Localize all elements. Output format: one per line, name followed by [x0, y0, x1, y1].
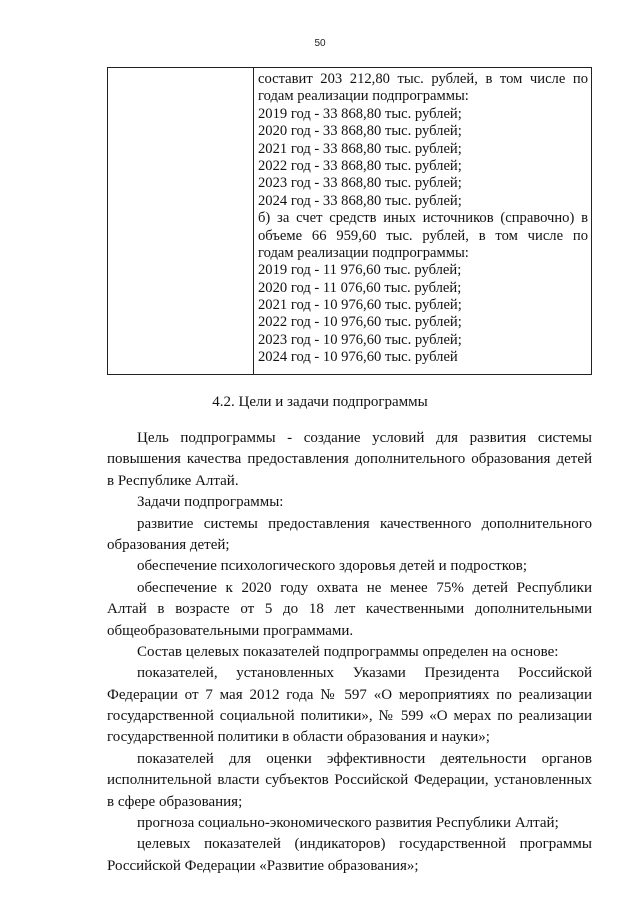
- paragraph-line: Федерации от 7 мая 2012 года № 597 «О мероприятиях по реализации: [107, 686, 592, 703]
- paragraph-line: в сфере образования;: [107, 793, 243, 810]
- funding-line: 2019 год - 11 976,60 тыс. рублей;: [258, 262, 462, 279]
- paragraph-line: показателей, установленных Указами Президента Российской: [137, 665, 592, 682]
- funding-line: 2023 год - 33 868,80 тыс. рублей;: [258, 175, 462, 192]
- funding-line: 2024 год - 10 976,60 тыс. рублей: [258, 349, 458, 366]
- paragraph-line: повышения качества предоставления дополнительного образования детей: [107, 451, 592, 468]
- funding-line: объеме 66 959,60 тыс. рублей, в том числе по: [258, 227, 588, 244]
- funding-line: 2020 год - 11 076,60 тыс. рублей;: [258, 279, 462, 296]
- section-heading: 4.2. Цели и задачи подпрограммы: [212, 394, 428, 410]
- funding-line: 2019 год - 33 868,80 тыс. рублей;: [258, 105, 462, 122]
- funding-line: составит 203 212,80 тыс. рублей, в том числе по: [258, 71, 588, 87]
- table-cell-funding: [254, 68, 592, 375]
- paragraph-line: показателей для оценки эффективности деятельности органов: [137, 750, 592, 767]
- paragraph-line: Цель подпрограммы - создание условий для развития системы: [137, 430, 592, 446]
- paragraph-line: обеспечение к 2020 году охвата не менее 75% детей Республики: [137, 579, 592, 596]
- paragraph-line: Алтай в возрасте от 5 до 18 лет качественными дополнительными: [107, 601, 592, 618]
- paragraph-line: Российской Федерации «Развитие образования»;: [107, 857, 419, 874]
- paragraph-line: целевых показателей (индикаторов) государственной программы: [137, 836, 592, 853]
- funding-line: 2021 год - 10 976,60 тыс. рублей;: [258, 297, 462, 314]
- paragraph-line: образования детей;: [107, 536, 230, 553]
- funding-line: годам реализации подпрограммы:: [258, 244, 469, 261]
- paragraph-line: общеобразовательными программами.: [107, 622, 354, 639]
- funding-line: 2024 год - 33 868,80 тыс. рублей;: [258, 192, 462, 209]
- paragraph-line: обеспечение психологического здоровья детей и подростков;: [137, 558, 527, 575]
- table-cell-label: [108, 68, 254, 375]
- funding-line: годам реализации подпрограммы:: [258, 88, 469, 105]
- funding-line: 2022 год - 33 868,80 тыс. рублей;: [258, 157, 462, 174]
- funding-line: 2023 год - 10 976,60 тыс. рублей;: [258, 331, 462, 348]
- table-row: [108, 68, 592, 375]
- paragraph-line: Состав целевых показателей подпрограммы определен на основе:: [137, 643, 559, 660]
- funding-table: [107, 67, 592, 375]
- funding-line: 2020 год - 33 868,80 тыс. рублей;: [258, 123, 462, 140]
- paragraph-line: в Республике Алтай.: [107, 472, 239, 489]
- paragraph-line: исполнительной власти субъектов Российской Федерации, установленных: [107, 772, 592, 789]
- funding-text: [254, 68, 591, 367]
- paragraph-line: развитие системы предоставления качественного дополнительного: [137, 515, 592, 532]
- paragraph-line: Задачи подпрограммы:: [137, 494, 284, 511]
- funding-line: 2021 год - 33 868,80 тыс. рублей;: [258, 140, 462, 157]
- funding-line: 2022 год - 10 976,60 тыс. рублей;: [258, 314, 462, 331]
- body-text: [107, 428, 592, 877]
- page-number: 50: [314, 38, 326, 49]
- paragraph-line: государственной политики в области образования и науки»;: [107, 729, 490, 746]
- paragraph-line: прогноза социально-экономического развития Республики Алтай;: [137, 815, 559, 832]
- funding-line: б) за счет средств иных источников (справочно) в: [258, 210, 588, 227]
- paragraph-line: государственной социальной политики», № 599 «О мерах по реализации: [107, 708, 592, 725]
